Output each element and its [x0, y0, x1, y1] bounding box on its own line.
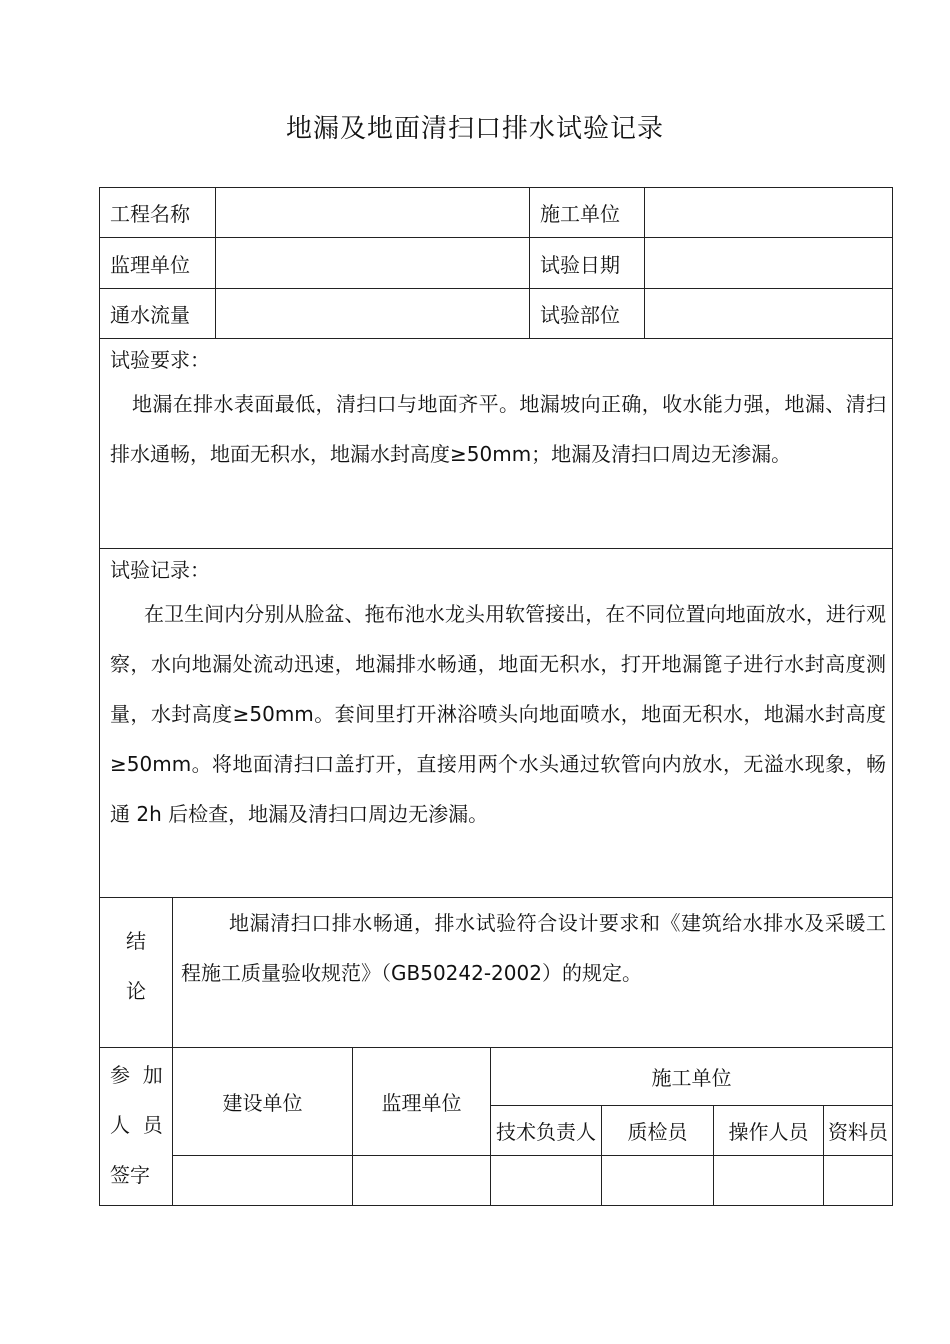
test-location-label: 试验部位	[530, 289, 645, 339]
supervision-unit-label: 监理单位	[100, 238, 216, 289]
record-form	[99, 187, 892, 1207]
test-date-label: 试验日期	[530, 238, 645, 289]
test-location-field[interactable]	[645, 289, 893, 339]
archivist-signature[interactable]	[824, 1156, 893, 1206]
conclusion-text: 地漏清扫口排水畅通，排水试验符合设计要求和《建筑给水排水及采暖工程施工质量验收规范》（GB50242-2002）的规定。	[181, 911, 887, 985]
role-quality-inspector: 质检员	[602, 1106, 714, 1156]
conclusion-label-1: 结	[126, 929, 146, 953]
construction-unit-label: 施工单位	[530, 188, 645, 238]
page-title: 地漏及地面清扫口排水试验记录	[285, 114, 664, 144]
owner-unit-signature[interactable]	[173, 1156, 353, 1206]
test-date-field[interactable]	[645, 238, 893, 289]
role-operator: 操作人员	[714, 1106, 824, 1156]
quality-inspector-signature[interactable]	[602, 1156, 714, 1206]
requirements-text: 地漏在排水表面最低，清扫口与地面齐平。地漏坡向正确，收水能力强，地漏、清扫排水通畅，地面无积水，地漏水封高度≥50mm；地漏及清扫口周边无渗漏。	[110, 392, 887, 466]
flow-field[interactable]	[216, 289, 530, 339]
signature-label-1: 参 加	[110, 1063, 163, 1087]
info-row-2	[100, 238, 893, 289]
owner-unit-header: 建设单位	[173, 1048, 353, 1156]
record-heading: 试验记录：	[110, 558, 210, 582]
conclusion-label-2: 论	[126, 979, 146, 1003]
project-name-label: 工程名称	[100, 188, 216, 238]
conclusion-label-cell	[100, 898, 173, 1048]
info-row-1	[100, 188, 893, 238]
construction-unit-field[interactable]	[645, 188, 893, 238]
flow-label: 通水流量	[100, 289, 216, 339]
requirements-cell	[100, 339, 893, 549]
info-row-3	[100, 289, 893, 339]
record-row	[100, 549, 893, 898]
signature-label-3: 签字	[110, 1163, 150, 1187]
requirements-heading: 试验要求：	[110, 348, 210, 372]
conclusion-row	[100, 898, 893, 1048]
tech-lead-signature[interactable]	[491, 1156, 602, 1206]
role-tech-lead: 技术负责人	[491, 1106, 602, 1156]
construction-unit-header: 施工单位	[491, 1048, 893, 1106]
role-archivist: 资料员	[824, 1106, 893, 1156]
record-text: 在卫生间内分别从脸盆、拖布池水龙头用软管接出，在不同位置向地面放水，进行观察，水向地漏处流动迅速，地漏排水畅通，地面无积水，打开地漏篦子进行水封高度测量，水封高度≥50mm。套间里打开淋浴喷头向地面喷水，地面无积水，地漏水封高度≥50mm。将地面清扫口盖打开，直接用两个水头通过软管向内放水，无溢水现象，畅通 2h 后检查，地漏及清扫口周边无渗漏。	[110, 602, 887, 826]
supervision-unit-field[interactable]	[216, 238, 530, 289]
project-name-field[interactable]	[216, 188, 530, 238]
signature-sign-row	[100, 1156, 893, 1206]
operator-signature[interactable]	[714, 1156, 824, 1206]
supervision-unit-header: 监理单位	[353, 1048, 491, 1156]
signature-label-cell	[100, 1048, 173, 1206]
supervision-unit-signature[interactable]	[353, 1156, 491, 1206]
signature-label-2: 人 员	[110, 1113, 163, 1137]
signature-header-row	[100, 1048, 893, 1106]
record-cell	[100, 549, 893, 898]
conclusion-cell	[173, 898, 893, 1048]
form-table	[99, 187, 893, 1206]
requirements-row	[100, 339, 893, 549]
